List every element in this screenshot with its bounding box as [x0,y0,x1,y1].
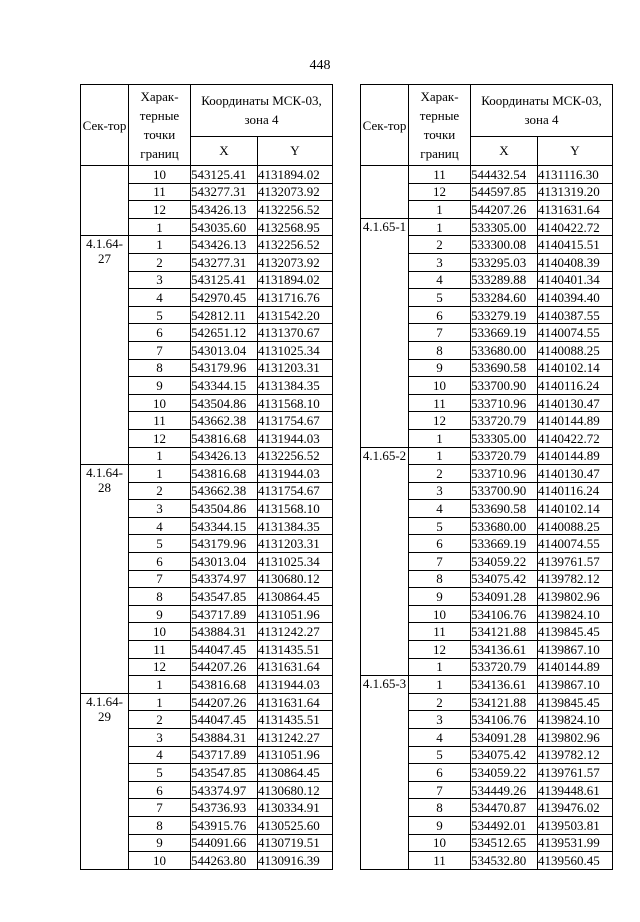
sector-cell: 4.1.64-28 [81,465,129,694]
point-cell: 11 [409,623,471,641]
point-cell: 4 [129,746,191,764]
x-cell: 533700.90 [471,377,538,395]
y-cell: 4139867.10 [538,676,613,694]
point-cell: 10 [129,166,191,184]
point-cell: 2 [409,465,471,483]
x-cell: 534106.76 [471,711,538,729]
table-row [361,166,613,184]
y-cell: 4131051.96 [258,605,333,623]
table-body-left [81,166,333,870]
point-cell: 12 [409,641,471,659]
point-cell: 3 [129,729,191,747]
y-cell: 4139802.96 [538,729,613,747]
point-cell: 4 [409,500,471,518]
x-cell: 543125.41 [191,271,258,289]
y-cell: 4140088.25 [538,517,613,535]
x-cell: 543884.31 [191,729,258,747]
y-cell: 4131435.51 [258,641,333,659]
point-cell: 8 [129,359,191,377]
y-cell: 4140074.55 [538,535,613,553]
y-cell: 4132568.95 [258,218,333,236]
y-cell: 4131242.27 [258,623,333,641]
table-row [361,447,613,465]
point-cell: 2 [409,693,471,711]
header-y: Y [258,136,333,165]
x-cell: 543736.93 [191,799,258,817]
point-cell: 3 [409,711,471,729]
point-cell: 6 [409,764,471,782]
x-cell: 533690.58 [471,500,538,518]
y-cell: 4132073.92 [258,183,333,201]
x-cell: 533700.90 [471,482,538,500]
y-cell: 4140144.89 [538,658,613,676]
x-cell: 533669.19 [471,324,538,342]
x-cell: 534136.61 [471,641,538,659]
y-cell: 4131944.03 [258,465,333,483]
y-cell: 4132256.52 [258,447,333,465]
point-cell: 12 [409,183,471,201]
x-cell: 542970.45 [191,289,258,307]
x-cell: 544207.26 [471,201,538,219]
y-cell: 4139448.61 [538,781,613,799]
y-cell: 4131435.51 [258,711,333,729]
point-cell: 3 [129,500,191,518]
y-cell: 4132256.52 [258,201,333,219]
x-cell: 543504.86 [191,500,258,518]
point-cell: 1 [409,218,471,236]
point-cell: 8 [129,588,191,606]
y-cell: 4130864.45 [258,588,333,606]
point-cell: 2 [129,711,191,729]
y-cell: 4131631.64 [258,693,333,711]
y-cell: 4131944.03 [258,676,333,694]
x-cell: 534136.61 [471,676,538,694]
y-cell: 4140074.55 [538,324,613,342]
y-cell: 4140116.24 [538,482,613,500]
table-body-right [361,166,613,870]
x-cell: 543426.13 [191,201,258,219]
x-cell: 533690.58 [471,359,538,377]
coordinates-table-right [360,84,613,870]
x-cell: 543504.86 [191,394,258,412]
point-cell: 12 [129,429,191,447]
point-cell: 11 [129,412,191,430]
point-cell: 10 [129,623,191,641]
point-cell: 12 [129,658,191,676]
point-cell: 1 [409,429,471,447]
y-cell: 4131716.76 [258,289,333,307]
table-row [81,166,333,184]
point-cell: 7 [129,799,191,817]
y-cell: 4131944.03 [258,429,333,447]
point-cell: 10 [129,394,191,412]
sector-cell: 4.1.64-27 [81,236,129,465]
y-cell: 4140130.47 [538,465,613,483]
y-cell: 4130680.12 [258,570,333,588]
sector-cell [81,166,129,236]
point-cell: 4 [409,271,471,289]
y-cell: 4131319.20 [538,183,613,201]
point-cell: 10 [129,852,191,870]
header-sector: Сек-тор [361,85,409,166]
x-cell: 543816.68 [191,465,258,483]
point-cell: 8 [409,570,471,588]
x-cell: 534075.42 [471,570,538,588]
x-cell: 534059.22 [471,553,538,571]
x-cell: 542812.11 [191,306,258,324]
header-points: Харак-терные точки границ [129,85,191,166]
y-cell: 4139476.02 [538,799,613,817]
point-cell: 5 [409,517,471,535]
point-cell: 11 [129,641,191,659]
y-cell: 4140130.47 [538,394,613,412]
x-cell: 544432.54 [471,166,538,184]
y-cell: 4131754.67 [258,412,333,430]
point-cell: 7 [129,570,191,588]
table-header [361,85,613,166]
x-cell: 533284.60 [471,289,538,307]
x-cell: 543717.89 [191,746,258,764]
y-cell: 4139824.10 [538,605,613,623]
x-cell: 533710.96 [471,394,538,412]
y-cell: 4131568.10 [258,500,333,518]
point-cell: 9 [409,588,471,606]
point-cell: 7 [129,341,191,359]
x-cell: 543013.04 [191,341,258,359]
y-cell: 4131384.35 [258,517,333,535]
point-cell: 4 [129,289,191,307]
y-cell: 4140116.24 [538,377,613,395]
y-cell: 4131754.67 [258,482,333,500]
x-cell: 534121.88 [471,623,538,641]
x-cell: 534449.26 [471,781,538,799]
y-cell: 4139867.10 [538,641,613,659]
x-cell: 543884.31 [191,623,258,641]
x-cell: 544263.80 [191,852,258,870]
x-cell: 543547.85 [191,764,258,782]
y-cell: 4131894.02 [258,271,333,289]
y-cell: 4140422.72 [538,429,613,447]
x-cell: 544207.26 [191,693,258,711]
y-cell: 4130525.60 [258,816,333,834]
point-cell: 8 [409,341,471,359]
x-cell: 543344.15 [191,377,258,395]
table-row [81,465,333,483]
y-cell: 4131051.96 [258,746,333,764]
y-cell: 4140408.39 [538,253,613,271]
y-cell: 4130334.91 [258,799,333,817]
point-cell: 9 [129,377,191,395]
y-cell: 4132256.52 [258,236,333,254]
point-cell: 9 [129,605,191,623]
sector-cell: 4.1.65-1 [361,218,409,447]
point-cell: 9 [409,816,471,834]
x-cell: 543426.13 [191,447,258,465]
point-cell: 1 [129,693,191,711]
y-cell: 4131631.64 [538,201,613,219]
point-cell: 4 [129,517,191,535]
y-cell: 4139845.45 [538,623,613,641]
y-cell: 4140144.89 [538,447,613,465]
point-cell: 5 [409,746,471,764]
x-cell: 533720.79 [471,447,538,465]
header-points: Харак-терные точки границ [409,85,471,166]
x-cell: 543344.15 [191,517,258,535]
y-cell: 4131203.31 [258,535,333,553]
y-cell: 4132073.92 [258,253,333,271]
point-cell: 11 [409,852,471,870]
y-cell: 4139845.45 [538,693,613,711]
y-cell: 4139761.57 [538,553,613,571]
x-cell: 544091.66 [191,834,258,852]
header-x: X [471,136,538,165]
y-cell: 4140401.34 [538,271,613,289]
point-cell: 1 [409,676,471,694]
header-y: Y [538,136,613,165]
y-cell: 4131203.31 [258,359,333,377]
page-number: 448 [309,58,331,73]
table-header [81,85,333,166]
x-cell: 543277.31 [191,183,258,201]
x-cell: 534075.42 [471,746,538,764]
point-cell: 2 [409,236,471,254]
y-cell: 4139560.45 [538,852,613,870]
y-cell: 4140415.51 [538,236,613,254]
y-cell: 4131370.67 [258,324,333,342]
point-cell: 1 [129,447,191,465]
point-cell: 5 [129,306,191,324]
x-cell: 543662.38 [191,412,258,430]
sector-cell: 4.1.65-3 [361,676,409,870]
point-cell: 1 [129,465,191,483]
x-cell: 534470.87 [471,799,538,817]
point-cell: 2 [129,482,191,500]
x-cell: 543125.41 [191,166,258,184]
x-cell: 533680.00 [471,341,538,359]
header-x: X [191,136,258,165]
point-cell: 12 [129,201,191,219]
point-cell: 1 [409,658,471,676]
y-cell: 4131568.10 [258,394,333,412]
y-cell: 4139782.12 [538,570,613,588]
y-cell: 4140394.40 [538,289,613,307]
point-cell: 3 [409,482,471,500]
x-cell: 544047.45 [191,641,258,659]
x-cell: 544047.45 [191,711,258,729]
point-cell: 11 [129,183,191,201]
sector-cell [361,166,409,219]
y-cell: 4131894.02 [258,166,333,184]
y-cell: 4140102.14 [538,500,613,518]
point-cell: 5 [129,535,191,553]
x-cell: 543816.68 [191,429,258,447]
x-cell: 533710.96 [471,465,538,483]
x-cell: 544597.85 [471,183,538,201]
x-cell: 534091.28 [471,588,538,606]
point-cell: 1 [409,201,471,219]
y-cell: 4131542.20 [258,306,333,324]
x-cell: 533680.00 [471,517,538,535]
point-cell: 6 [129,553,191,571]
y-cell: 4139782.12 [538,746,613,764]
y-cell: 4140387.55 [538,306,613,324]
x-cell: 533295.03 [471,253,538,271]
y-cell: 4131025.34 [258,341,333,359]
point-cell: 11 [409,394,471,412]
point-cell: 3 [409,253,471,271]
point-cell: 12 [409,412,471,430]
point-cell: 8 [129,816,191,834]
y-cell: 4140088.25 [538,341,613,359]
point-cell: 1 [409,447,471,465]
y-cell: 4130916.39 [258,852,333,870]
y-cell: 4139802.96 [538,588,613,606]
point-cell: 1 [129,236,191,254]
y-cell: 4140422.72 [538,218,613,236]
y-cell: 4130864.45 [258,764,333,782]
y-cell: 4139824.10 [538,711,613,729]
x-cell: 543547.85 [191,588,258,606]
point-cell: 1 [129,676,191,694]
x-cell: 533720.79 [471,412,538,430]
x-cell: 543816.68 [191,676,258,694]
x-cell: 533279.19 [471,306,538,324]
y-cell: 4131242.27 [258,729,333,747]
point-cell: 5 [409,289,471,307]
x-cell: 543717.89 [191,605,258,623]
x-cell: 543662.38 [191,482,258,500]
y-cell: 4139503.81 [538,816,613,834]
y-cell: 4131631.64 [258,658,333,676]
x-cell: 543035.60 [191,218,258,236]
header-sector: Сек-тор [81,85,129,166]
x-cell: 534059.22 [471,764,538,782]
point-cell: 11 [409,166,471,184]
y-cell: 4140144.89 [538,412,613,430]
y-cell: 4131116.30 [538,166,613,184]
x-cell: 542651.12 [191,324,258,342]
x-cell: 533305.00 [471,218,538,236]
x-cell: 543013.04 [191,553,258,571]
table-row [81,693,333,711]
x-cell: 533289.88 [471,271,538,289]
x-cell: 534106.76 [471,605,538,623]
y-cell: 4131384.35 [258,377,333,395]
y-cell: 4139761.57 [538,764,613,782]
x-cell: 544207.26 [191,658,258,676]
y-cell: 4130719.51 [258,834,333,852]
coordinates-table-left [80,84,333,870]
header-coordinates: Координаты МСК-03, зона 4 [471,85,613,137]
x-cell: 543179.96 [191,359,258,377]
point-cell: 4 [409,729,471,747]
sector-cell: 4.1.64-29 [81,693,129,869]
x-cell: 543179.96 [191,535,258,553]
point-cell: 3 [129,271,191,289]
x-cell: 534091.28 [471,729,538,747]
header-coordinates: Координаты МСК-03, зона 4 [191,85,333,137]
point-cell: 2 [129,253,191,271]
point-cell: 10 [409,605,471,623]
x-cell: 534512.65 [471,834,538,852]
point-cell: 10 [409,377,471,395]
y-cell: 4131025.34 [258,553,333,571]
point-cell: 6 [409,306,471,324]
table-row [81,236,333,254]
sector-cell: 4.1.65-2 [361,447,409,676]
table-row [361,676,613,694]
point-cell: 6 [409,535,471,553]
point-cell: 9 [129,834,191,852]
point-cell: 8 [409,799,471,817]
point-cell: 6 [129,781,191,799]
point-cell: 6 [129,324,191,342]
y-cell: 4140102.14 [538,359,613,377]
point-cell: 7 [409,781,471,799]
x-cell: 533305.00 [471,429,538,447]
point-cell: 1 [129,218,191,236]
x-cell: 543277.31 [191,253,258,271]
y-cell: 4130680.12 [258,781,333,799]
x-cell: 543374.97 [191,781,258,799]
point-cell: 5 [129,764,191,782]
x-cell: 543426.13 [191,236,258,254]
x-cell: 534532.80 [471,852,538,870]
point-cell: 9 [409,359,471,377]
y-cell: 4139531.99 [538,834,613,852]
x-cell: 543915.76 [191,816,258,834]
point-cell: 7 [409,324,471,342]
point-cell: 7 [409,553,471,571]
x-cell: 534121.88 [471,693,538,711]
x-cell: 533300.08 [471,236,538,254]
x-cell: 543374.97 [191,570,258,588]
point-cell: 10 [409,834,471,852]
table-row [361,218,613,236]
x-cell: 534492.01 [471,816,538,834]
x-cell: 533669.19 [471,535,538,553]
x-cell: 533720.79 [471,658,538,676]
